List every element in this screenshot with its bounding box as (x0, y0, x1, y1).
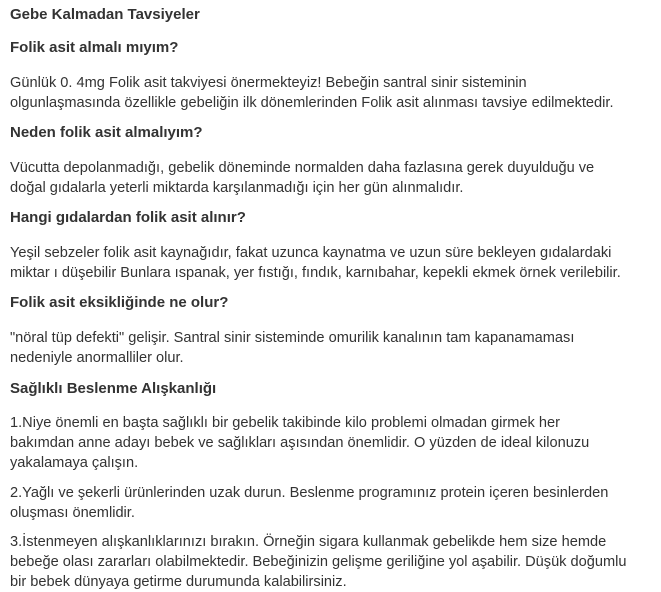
section-paragraph (10, 243, 655, 283)
section-heading: Folik asit eksikliğinde ne olur? (10, 294, 229, 311)
paragraph-line: Yeşil sebzeler folik asit kaynağıdır, fakat uzunca kaynatma ve uzun süre bekleyen gıdalardaki (10, 245, 612, 261)
nutrition-item (10, 413, 655, 473)
paragraph-line: olgunlaşmasında özellikle gebeliğin ilk dönemlerinden Folik asit alınması tavsiye edilmektedir. (10, 95, 614, 111)
nutrition-item (10, 483, 655, 523)
paragraph-line: 2.Yağlı ve şekerli ürünlerinden uzak durun. Beslenme programınız protein içeren besinlerden (10, 485, 609, 501)
paragraph-line: "nöral tüp defekti" gelişir. Santral sinir sisteminde omurilik kanalının tam kapanamaması (10, 330, 575, 346)
section-paragraph (10, 73, 655, 113)
paragraph-line: oluşması önemlidir. (10, 505, 135, 521)
paragraph-line: yakalamaya çalışın. (10, 455, 139, 471)
nutrition-heading: Sağlıklı Beslenme Alışkanlığı (10, 380, 217, 397)
paragraph-line: 1.Niye önemli en başta sağlıklı bir gebelik takibinde kilo problemi olmadan girmek her (10, 415, 560, 431)
section-paragraph (10, 158, 655, 198)
paragraph-line: miktar ı düşebilir Bunlara ıspanak, yer fıstığı, fındık, karnıbahar, kepekli ekmek örnek verilebilir. (10, 265, 621, 281)
paragraph-line: bakımdan anne adayı bebek ve sağlıkları aşısından önemlidir. O yüzden de ideal kilonuzu (10, 435, 590, 451)
nutrition-item (10, 532, 655, 592)
section-heading: Neden folik asit almalıyım? (10, 124, 203, 141)
section-heading: Hangi gıdalardan folik asit alınır? (10, 209, 246, 226)
section-heading: Folik asit almalı mıyım? (10, 39, 179, 56)
paragraph-line: nedeniyle anormalliler olur. (10, 350, 184, 366)
paragraph-line: Günlük 0. 4mg Folik asit takviyesi önermekteyiz! Bebeğin santral sinir sisteminin (10, 75, 527, 91)
section-paragraph (10, 328, 655, 368)
paragraph-line: bir bebek dünyaya getirme durumunda kalabilirsiniz. (10, 574, 347, 590)
paragraph-line: 3.İstenmeyen alışkanlıklarınızı bırakın. Örneğin sigara kullanmak gebelikde hem size hemde (10, 534, 607, 550)
paragraph-line: doğal gıdalarla yeterli miktarda karşılanmadığı için her gün alınmalıdır. (10, 180, 464, 196)
page-title: Gebe Kalmadan Tavsiyeler (10, 6, 200, 23)
paragraph-line: bebeğe olası zararları olabilmektedir. Bebeğinizin gelişme geriliğine yol aşabilir. Düşük doğumlu (10, 554, 627, 570)
paragraph-line: Vücutta depolanmadığı, gebelik döneminde normalden daha fazlasına gerek duyulduğu ve (10, 160, 595, 176)
